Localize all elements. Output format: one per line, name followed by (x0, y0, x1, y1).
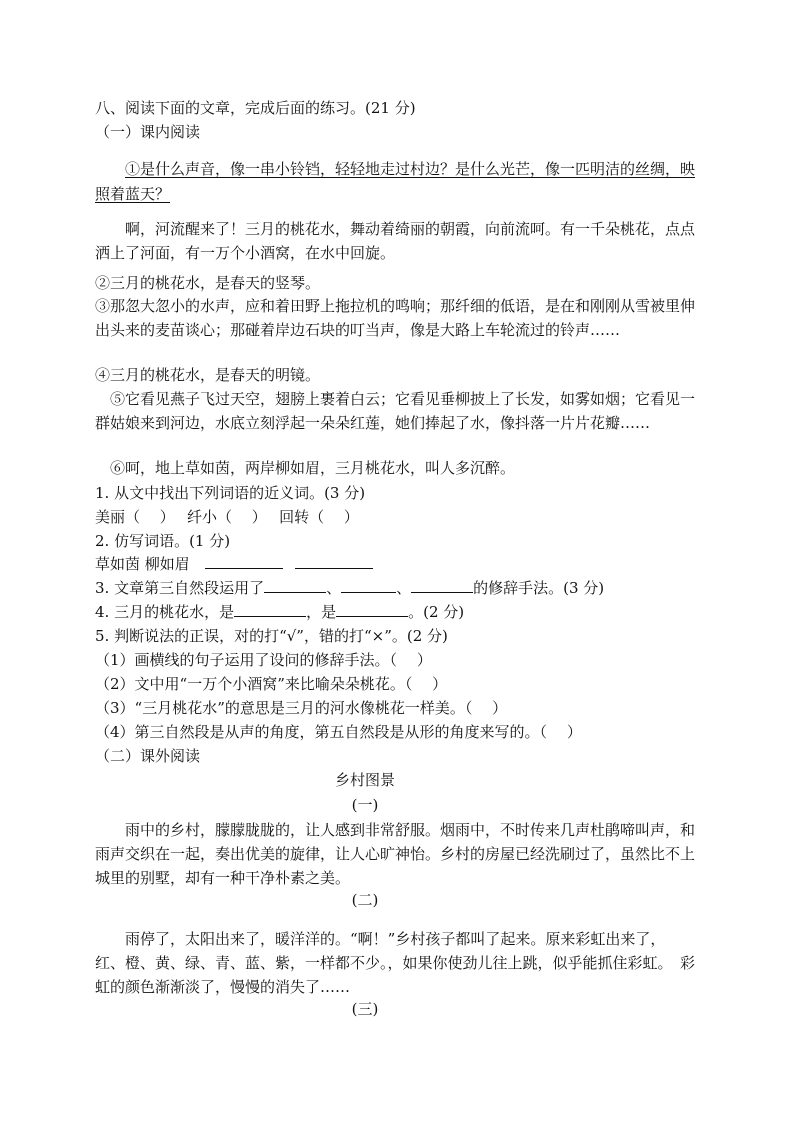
passage1-para2: 啊，河流醒来了！三月的桃花水，舞动着绮丽的朝霞，向前流呵。有一千朵桃花，点点洒上了河面，有一万个小酒窝，在水中回旋。 (95, 220, 696, 262)
question-2-examples: 草如茵 柳如眉 (95, 555, 190, 573)
question-4-sep: ，是 (306, 603, 337, 621)
question-5-item-4: （4）第三自然段是从声的角度，第五自然段是从形的角度来写的。（ ） (95, 723, 582, 741)
passage1-para7: ⑥呵，地上草如茵，两岸柳如眉，三月桃花水，叫人多沉醉。 (110, 459, 516, 477)
passage2-heading-3: (三) (351, 1000, 379, 1018)
question-4 (95, 601, 705, 623)
question-5: 5. 判断说法的正误，对的打“√”，错的打“×”。(2 分) (95, 627, 448, 645)
question-5-item-2: （2）文中用“一万个小酒窝”来比喻朵朵桃花。（ ） (95, 675, 448, 693)
passage1-para4: ③那忽大忽小的水声，应和着田野上拖拉机的鸣响；那纤细的低语，是在和刚刚从雪被里伸出头来的麦苗谈心；那碰着岸边石块的叮当声，像是大路上车轮流过的铃声…… (95, 297, 696, 339)
answer-blank[interactable] (336, 602, 408, 617)
answer-blank[interactable] (264, 578, 326, 593)
passage2-heading-1: (一) (351, 796, 379, 814)
question-5-item-3: （3）“三月桃花水”的意思是三月的河水像桃花一样美。（ ） (95, 699, 508, 717)
question-4-text-b: 。(2 分) (408, 603, 465, 621)
passage1-para3: ②三月的桃花水，是春天的竖琴。 (95, 274, 321, 292)
passage2-heading-2: (二) (351, 891, 379, 909)
part1-label: （一）课内阅读 (95, 123, 201, 141)
question-4-text-a: 4. 三月的桃花水，是 (95, 603, 235, 621)
question-2: 2. 仿写词语。(1 分) (95, 532, 231, 550)
passage2-title: 乡村图景 (334, 771, 395, 789)
question-3-text-b: 的修辞手法。(3 分) (473, 579, 605, 597)
question-1: 1. 从文中找出下列词语的近义词。(3 分) (95, 484, 366, 502)
question-3-sep-2: 、 (396, 579, 412, 597)
passage2-section-2: 雨停了，太阳出来了，暖洋洋的。“啊！”乡村孩子都叫了起来。原来彩虹出来了，红、橙、黄、绿、青、蓝、紫，一样都不少。，如果你使劲儿往上跳，似乎能抓住彩虹。 彩虹的颜色渐渐淡了，慢慢的消失了…… (95, 930, 696, 996)
question-3-text-a: 3. 文章第三自然段运用了 (95, 579, 265, 597)
passage1-para5: ④三月的桃花水，是春天的明镜。 (95, 366, 321, 384)
answer-blank[interactable] (341, 578, 396, 593)
part2-label: （二）课外阅读 (95, 747, 201, 765)
answer-blank[interactable] (234, 602, 306, 617)
answer-blank[interactable] (295, 554, 373, 569)
question-3 (95, 577, 705, 599)
question-5-item-1: （1）画横线的句子运用了设问的修辞手法。（ ） (95, 651, 432, 669)
question-3-sep-1: 、 (326, 579, 342, 597)
section-title: 八、阅读下面的文章，完成后面的练习。(21 分) (95, 99, 416, 117)
passage2-section-1: 雨中的乡村，朦朦胧胧的，让人感到非常舒服。烟雨中，不时传来几声杜鹃啼叫声，和雨声交织在一起，奏出优美的旋律，让人心旷神怡。乡村的房屋已经洗刷过了，虽然比不上城里的别墅，却有一种干净朴素之美。 (95, 821, 696, 887)
question-1-items: 美丽（ ） 纤小（ ） 回转（ ） (95, 508, 359, 526)
passage1-para6: ⑤它看见燕子飞过天空，翅膀上裹着白云；它看见垂柳披上了长发，如雾如烟；它看见一群姑娘来到河边，水底立刻浮起一朵朵红莲，她们捧起了水，像抖落一片片花瓣…… (95, 390, 696, 432)
question-2-items (95, 553, 705, 575)
passage1-para1: ①是什么声音，像一串小铃铛，轻轻地走过村边？是什么光芒，像一匹明洁的丝绸，映照着蓝天？ (95, 160, 696, 203)
answer-blank[interactable] (411, 578, 473, 593)
answer-blank[interactable] (205, 554, 283, 569)
